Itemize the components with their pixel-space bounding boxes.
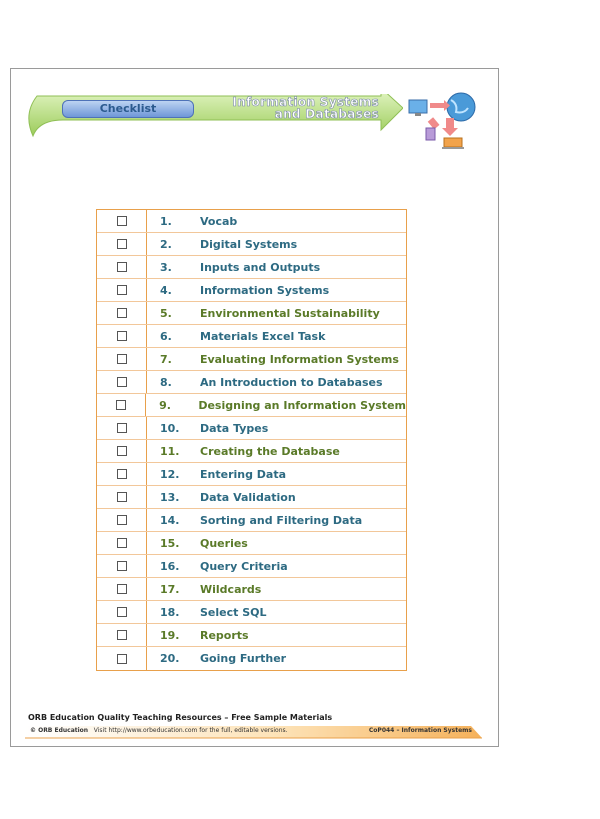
checkbox-cell [97, 624, 147, 646]
checklist-tab: Checklist [62, 100, 194, 118]
item-label: Environmental Sustainability [200, 307, 380, 320]
checkbox[interactable] [117, 630, 127, 640]
checklist-row [97, 417, 406, 440]
checkbox[interactable] [117, 654, 127, 664]
checkbox-cell [97, 647, 147, 670]
checklist-row [97, 601, 406, 624]
item-number: 2. [160, 238, 172, 251]
item-label: Reports [200, 629, 249, 642]
checkbox[interactable] [117, 561, 127, 571]
checkbox[interactable] [117, 354, 127, 364]
checklist-row [97, 210, 406, 233]
item-label: Data Types [200, 422, 269, 435]
checklist-row [97, 348, 406, 371]
item-number: 11. [160, 445, 180, 458]
footer-visit-link[interactable]: Visit http://www.orbeducation.com for the full, editable versions. [93, 727, 288, 734]
checkbox-cell [97, 486, 147, 508]
checklist-row [97, 578, 406, 601]
item-label: Information Systems [200, 284, 330, 297]
checkbox-cell [97, 325, 147, 347]
checkbox-cell [97, 371, 147, 393]
checklist-table [96, 209, 407, 671]
checkbox[interactable] [117, 423, 127, 433]
item-number: 16. [160, 560, 180, 573]
item-label: Data Validation [200, 491, 296, 504]
checkbox-cell [97, 578, 147, 600]
item-label: Entering Data [200, 468, 287, 481]
item-label: Vocab [200, 215, 238, 228]
checkbox-cell [97, 210, 147, 232]
checkbox-cell [97, 394, 146, 416]
item-label: Creating the Database [200, 445, 340, 458]
checkbox-cell [97, 348, 147, 370]
item-number: 3. [160, 261, 172, 274]
item-number: 14. [160, 514, 180, 527]
checkbox[interactable] [117, 308, 127, 318]
item-number: 17. [160, 583, 180, 596]
checklist-row [97, 555, 406, 578]
checkbox-cell [97, 233, 147, 255]
item-number: 4. [160, 284, 172, 297]
item-number: 6. [160, 330, 172, 343]
item-label: Designing an Information System [198, 399, 406, 412]
checkbox[interactable] [117, 377, 127, 387]
checklist-row [97, 279, 406, 302]
footer-copyright: © ORB Education [30, 727, 89, 734]
checklist-row [97, 486, 406, 509]
item-number: 10. [160, 422, 180, 435]
item-label: Select SQL [200, 606, 267, 619]
checkbox-cell [97, 555, 147, 577]
checkbox[interactable] [117, 331, 127, 341]
checkbox-cell [97, 463, 147, 485]
item-label: Query Criteria [200, 560, 288, 573]
checkbox-cell [97, 601, 147, 623]
checkbox[interactable] [117, 584, 127, 594]
item-number: 8. [160, 376, 172, 389]
footer-code: CoP044 – Information Systems [368, 727, 472, 734]
checklist-row [97, 647, 406, 670]
item-number: 20. [160, 652, 180, 665]
item-label: Wildcards [200, 583, 262, 596]
item-number: 13. [160, 491, 180, 504]
checkbox-cell [97, 256, 147, 278]
checkbox-cell [97, 509, 147, 531]
checkbox-cell [97, 532, 147, 554]
checklist-row [97, 325, 406, 348]
item-number: 19. [160, 629, 180, 642]
checkbox[interactable] [116, 400, 126, 410]
checkbox[interactable] [117, 446, 127, 456]
checklist-row [97, 624, 406, 647]
item-number: 18. [160, 606, 180, 619]
checklist-row [97, 302, 406, 325]
checkbox-cell [97, 417, 147, 439]
checkbox-cell [97, 302, 147, 324]
checklist-row [97, 394, 406, 417]
checkbox[interactable] [117, 216, 127, 226]
checklist-row [97, 509, 406, 532]
item-number: 5. [160, 307, 172, 320]
checkbox[interactable] [117, 538, 127, 548]
checkbox[interactable] [117, 515, 127, 525]
checklist-row [97, 440, 406, 463]
item-number: 1. [160, 215, 172, 228]
network-globe-icon [406, 90, 478, 152]
footer-info [30, 727, 288, 735]
checklist-row [97, 233, 406, 256]
item-label: Materials Excel Task [200, 330, 326, 343]
item-label: Digital Systems [200, 238, 298, 251]
item-label: Evaluating Information Systems [200, 353, 399, 366]
checkbox-cell [97, 440, 147, 462]
item-number: 12. [160, 468, 180, 481]
checkbox-cell [97, 279, 147, 301]
footer-title: ORB Education Quality Teaching Resources – Free Sample Materials [28, 713, 333, 722]
item-number: 9. [159, 399, 171, 412]
checkbox[interactable] [117, 262, 127, 272]
item-label: Queries [200, 537, 248, 550]
item-number: 7. [160, 353, 172, 366]
checkbox[interactable] [117, 285, 127, 295]
checkbox[interactable] [117, 239, 127, 249]
checklist-row [97, 256, 406, 279]
item-number: 15. [160, 537, 180, 550]
checkbox[interactable] [117, 607, 127, 617]
checklist-row [97, 463, 406, 486]
page-title: Information Systems and Databases [232, 95, 379, 121]
item-label: Going Further [200, 652, 287, 665]
item-label: Sorting and Filtering Data [200, 514, 363, 527]
checkbox[interactable] [117, 469, 127, 479]
checklist-row [97, 371, 406, 394]
item-label: An Introduction to Databases [200, 376, 383, 389]
checklist-row [97, 532, 406, 555]
item-label: Inputs and Outputs [200, 261, 321, 274]
checkbox[interactable] [117, 492, 127, 502]
